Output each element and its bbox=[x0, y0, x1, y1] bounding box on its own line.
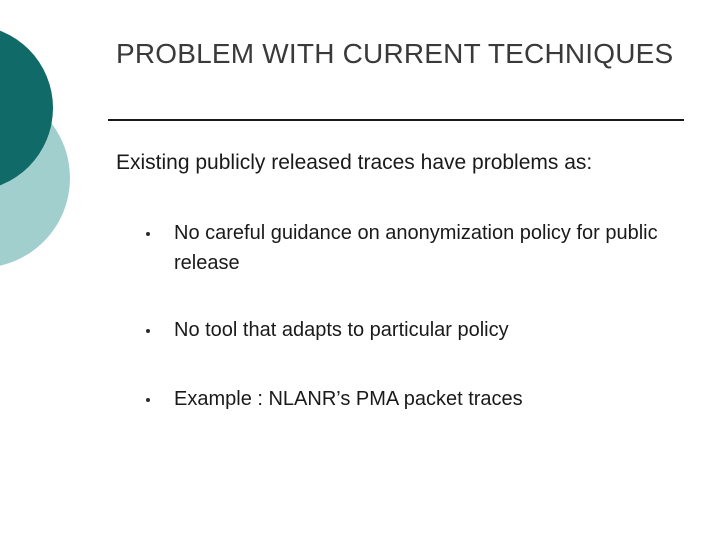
decorative-circles bbox=[0, 0, 90, 300]
intro-text: Existing publicly released traces have problems as: bbox=[116, 151, 593, 174]
bullet-text: No tool that adapts to particular policy bbox=[174, 319, 509, 341]
bullet-text: No careful guidance on anonymization policy for public release bbox=[174, 222, 658, 274]
bullet-marker bbox=[146, 398, 150, 402]
bullet-marker bbox=[146, 232, 150, 236]
title-divider bbox=[108, 119, 684, 121]
bullet-text: Example : NLANR’s PMA packet traces bbox=[174, 388, 523, 410]
bullet-marker bbox=[146, 329, 150, 333]
slide-title: PROBLEM WITH CURRENT TECHNIQUES bbox=[116, 38, 674, 69]
